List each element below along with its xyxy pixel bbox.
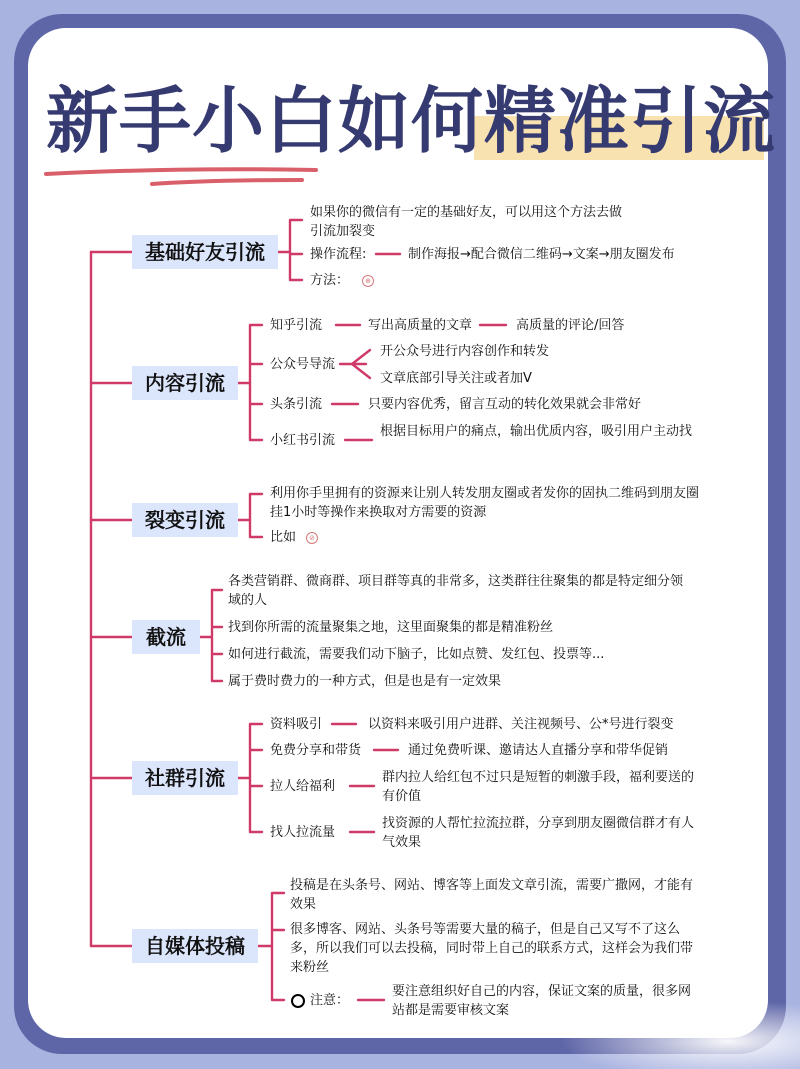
node-fission: 裂变引流 (132, 503, 238, 537)
basic-process-steps: 制作海报→配合微信二维码→文案→朋友圈发布 (408, 247, 675, 262)
node-community: 社群引流 (132, 761, 238, 795)
media-note-label: 注意： (310, 993, 350, 1008)
media-note-text: 要注意组织好自己的内容，保证文案的质量，很多网站都是需要审核文案 (392, 984, 692, 1018)
basic-method-label: 方法： (310, 273, 350, 288)
community-item-label: 拉人给福利 (270, 779, 336, 794)
community-item-label: 找人拉流量 (270, 825, 336, 840)
gzh-item2: 文章底部引导关注或者加V (380, 371, 532, 386)
gzh-label: 公众号导流 (270, 357, 336, 372)
xhs-text: 根据目标用户的痛点，输出优质内容，吸引用户主动找 (380, 424, 693, 439)
community-item-text: 群内拉人给红包不过只是短暂的刺激手段，福利要送的有价值 (382, 770, 695, 804)
community-item-label: 免费分享和带货 (270, 743, 362, 758)
xhs-label: 小红书引流 (270, 433, 336, 448)
node-intercept: 截流 (132, 620, 200, 654)
example-expand-icon[interactable]: ⊘ (306, 532, 318, 544)
gzh-item1: 开公众号进行内容创作和转发 (380, 344, 550, 359)
node-content: 内容引流 (132, 366, 238, 400)
note-circle-icon (291, 994, 305, 1008)
light-glare (560, 1000, 800, 1069)
zhihu-label: 知乎引流 (270, 318, 323, 333)
intercept-item: 各类营销群、微商群、项目群等真的非常多，这类群往往聚集的都是特定细分领域的人 (228, 574, 684, 608)
intercept-item: 找到你所需的流量聚集之地，这里面聚集的都是精准粉丝 (228, 620, 554, 635)
method-expand-icon[interactable]: ⊕ (362, 275, 374, 287)
toutiao-label: 头条引流 (270, 397, 323, 412)
community-item-label: 资料吸引 (270, 717, 323, 732)
node-self-media: 自媒体投稿 (132, 929, 258, 963)
zhihu-step1: 写出高质量的文章 (368, 318, 473, 333)
fission-example-label: 比如 (270, 530, 297, 545)
community-item-text: 找资源的人帮忙拉流拉群，分享到朋友圈微信群才有人气效果 (382, 816, 695, 850)
basic-description: 如果你的微信有一定的基础好友，可以用这个方法去做引流加裂变 (310, 205, 623, 239)
page-title: 新手小白如何精准引流 (46, 79, 777, 163)
node-basic-friends: 基础好友引流 (132, 235, 278, 269)
intercept-item: 属于费时费力的一种方式，但是也是有一定效果 (228, 674, 502, 689)
basic-process-label: 操作流程: (310, 247, 367, 262)
community-item-text: 通过免费听课、邀请达人直播分享和带华促销 (408, 743, 669, 758)
zhihu-step2: 高质量的评论/回答 (516, 318, 625, 333)
intercept-item: 如何进行截流，需要我们动下脑子，比如点赞、发红包、投票等... (228, 647, 605, 662)
media-item: 很多博客、网站、头条号等需要大量的稿子，但是自己又写不了这么多，所以我们可以去投稿，同时带上自己的联系方式，这样会为我们带来粉丝 (290, 922, 694, 975)
media-item: 投稿是在头条号、网站、博客等上面发文章引流，需要广撒网，才能有效果 (290, 878, 694, 912)
fission-description: 利用你手里拥有的资源来让别人转发朋友圈或者发你的固执二维码到朋友圈挂1小时等操作来换取对方需要的资源 (270, 486, 700, 520)
toutiao-text: 只要内容优秀，留言互动的转化效果就会非常好 (368, 397, 642, 412)
community-item-text: 以资料来吸引用户进群、关注视频号、公*号进行裂变 (368, 717, 674, 732)
